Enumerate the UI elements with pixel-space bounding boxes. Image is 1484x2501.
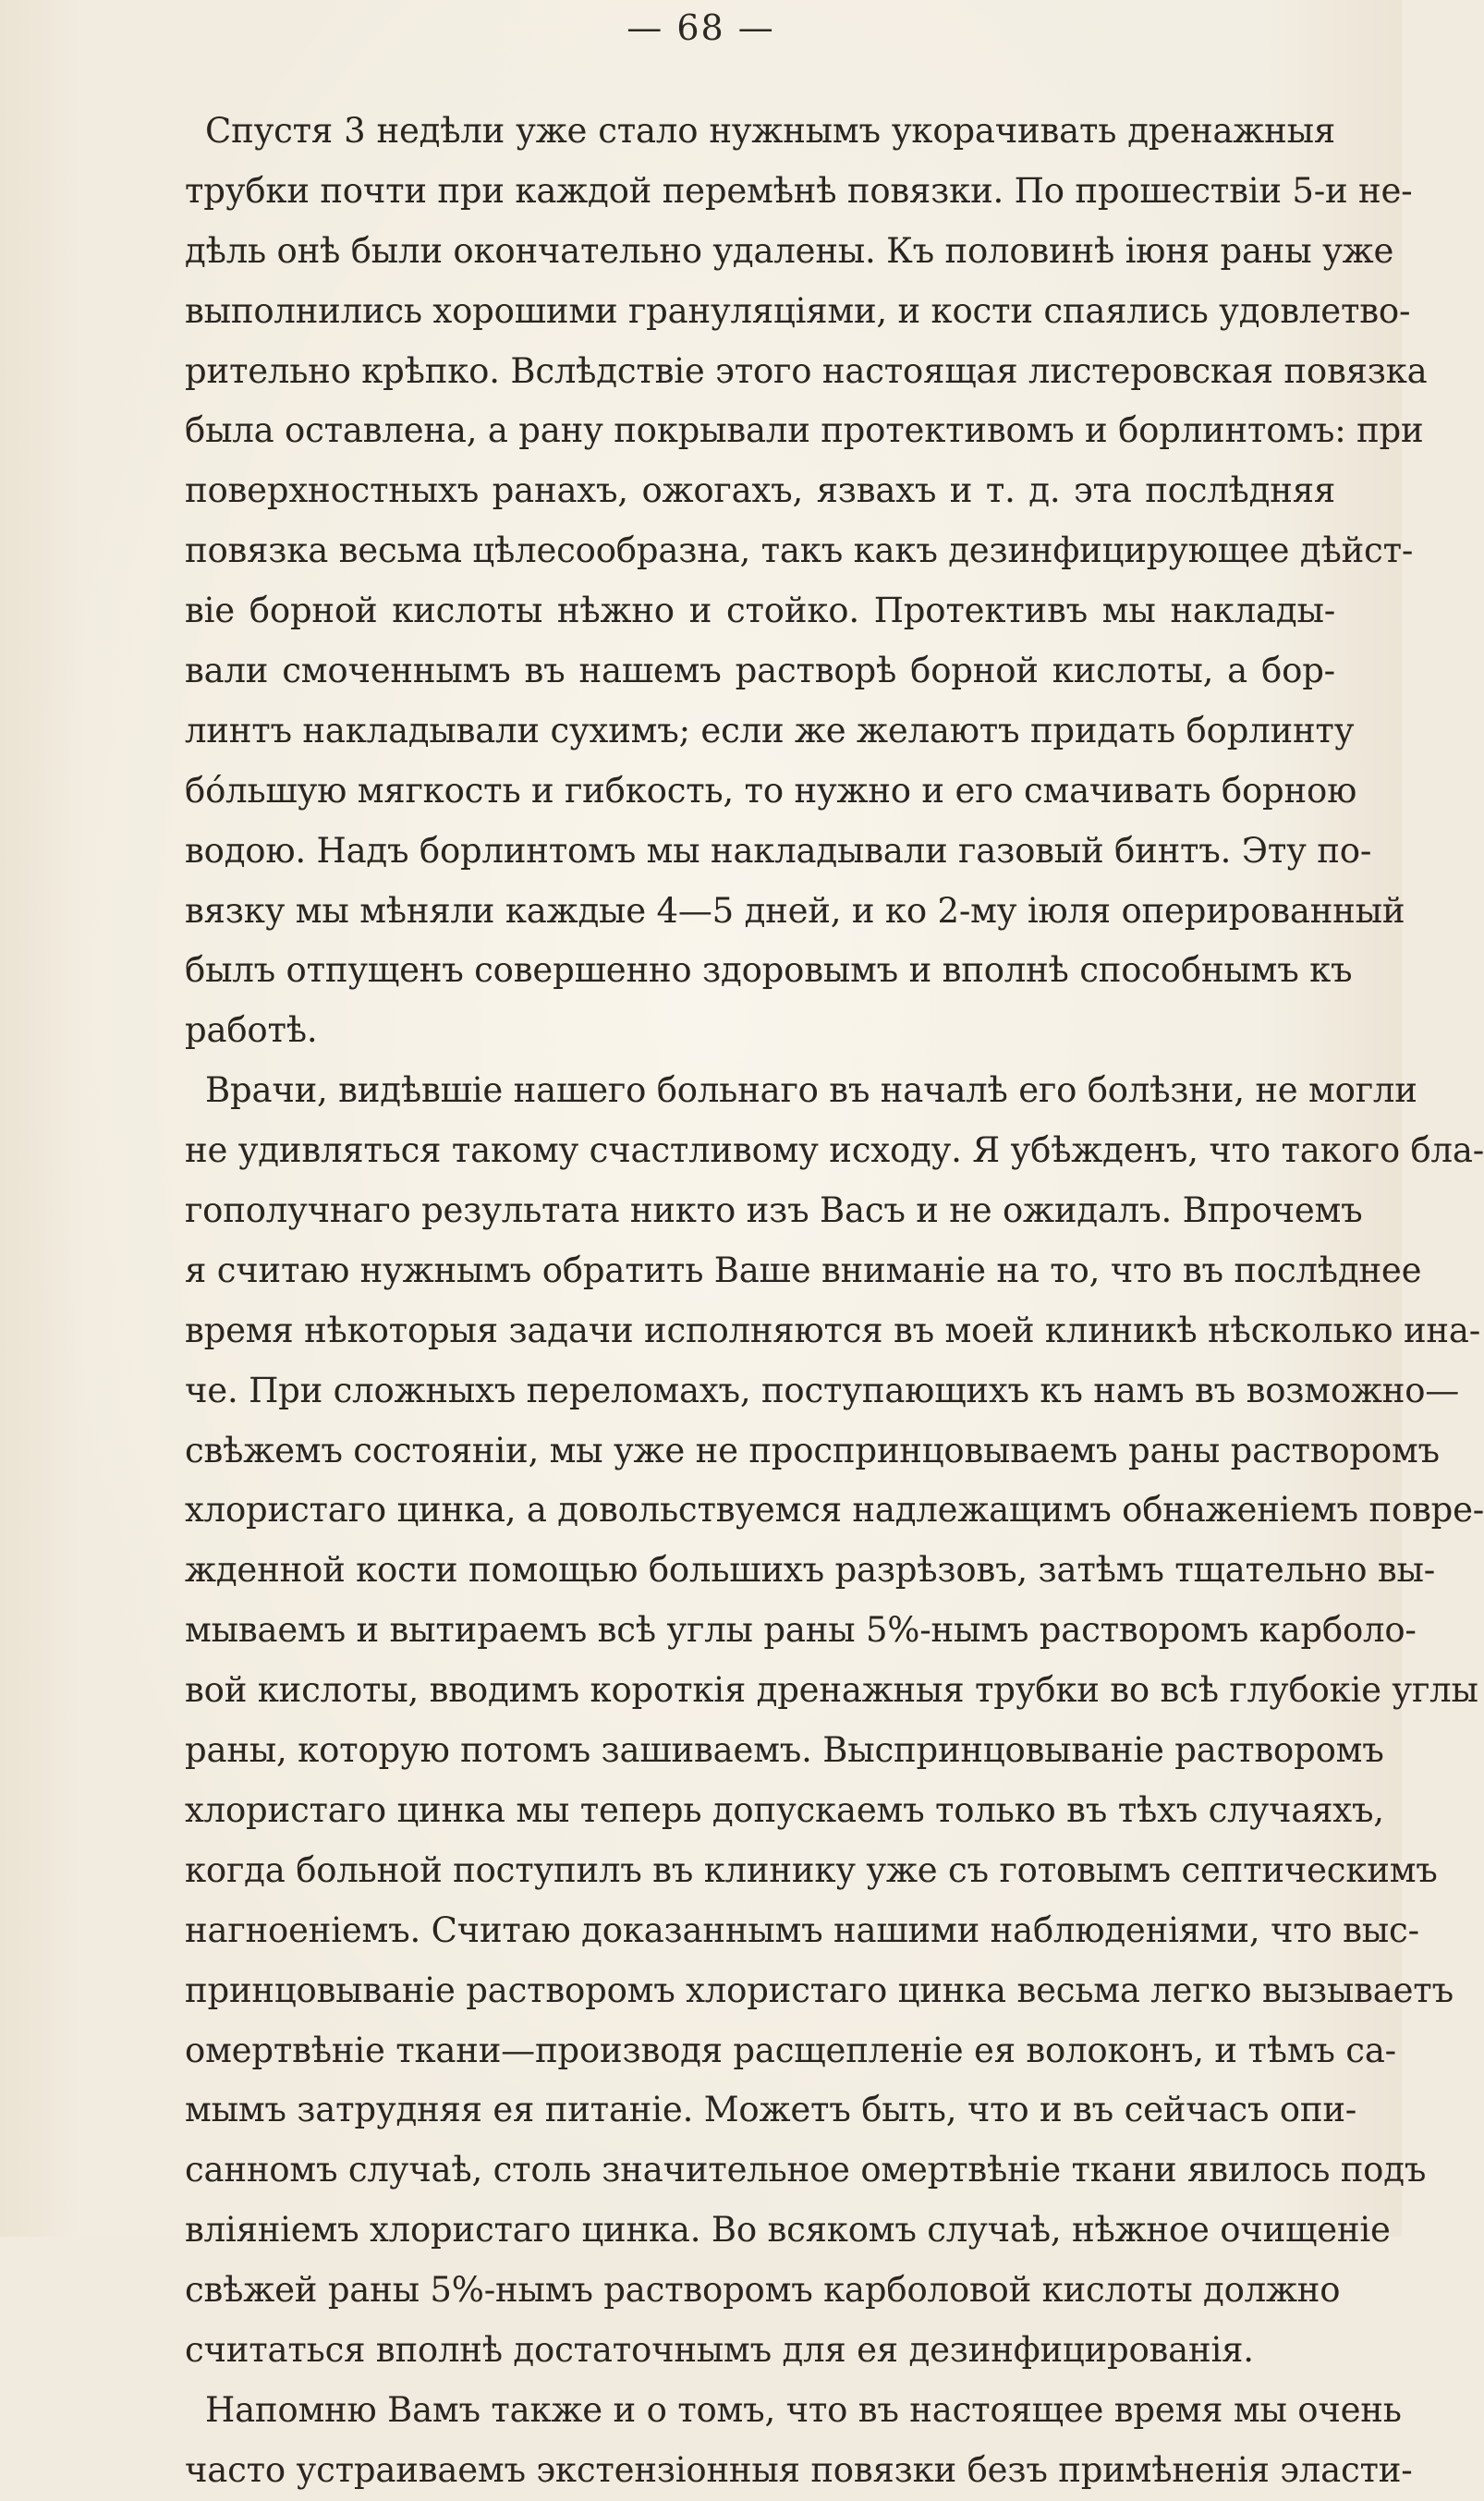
text-line: работѣ. (185, 1010, 318, 1051)
text-line: віе борной кислоты нѣжно и стойко. Протективъ мы наклады- (185, 591, 1335, 631)
text-line: вліяніемъ хлористаго цинка. Во всякомъ случаѣ, нѣжное очищеніе (185, 2210, 1391, 2251)
text-line: вязку мы мѣняли каждые 4—5 дней, и ко 2-му іюля оперированный (185, 890, 1405, 931)
body-text (185, 102, 1484, 2501)
text-line: Врачи, видѣвшіе нашего больнаго въ началѣ его болѣзни, не могли (205, 1070, 1417, 1111)
text-line: линтъ накладывали сухимъ; если же желаютъ придать борлинту (185, 710, 1355, 750)
text-line: когда больной поступилъ въ клинику уже съ готовымъ септическимъ (185, 1849, 1438, 1890)
text-line: считаться вполнѣ достаточнымъ для ея дезинфицированія. (185, 2329, 1254, 2370)
text-line: свѣжей раны 5%-нымъ растворомъ карболовой кислоты должно (185, 2270, 1341, 2311)
text-line: Спустя 3 недѣли уже стало нужнымъ укорачивать дренажныя (205, 111, 1335, 151)
text-line: мываемъ и вытираемъ всѣ углы раны 5%-нымъ растворомъ карболо- (185, 1610, 1417, 1651)
text-line: омертвѣніе ткани—производя расщепленіе ея волоконъ, и тѣмъ са- (185, 2030, 1396, 2070)
text-line: время нѣкоторыя задачи исполняются въ моей клиникѣ нѣсколько ина- (185, 1310, 1481, 1350)
page-number: — 68 — (626, 7, 775, 48)
text-line: вой кислоты, вводимъ короткія дренажныя трубки во всѣ глубокіе углы (185, 1670, 1478, 1711)
text-line: повязка весьма цѣлесообразна, такъ какъ дезинфицирующее дѣйст- (185, 531, 1414, 571)
text-line: хлористаго цинка, а довольствуемся надлежащимъ обнаженіемъ повре- (185, 1490, 1484, 1531)
text-line: свѣжемъ состояніи, мы уже не проспринцовываемъ раны растворомъ (185, 1430, 1440, 1470)
text-line: гополучнаго результата никто изъ Васъ и не ожидалъ. Впрочемъ (185, 1190, 1363, 1231)
text-line: мымъ затрудняя ея питаніе. Можетъ быть, что и въ сейчасъ опи- (185, 2090, 1357, 2130)
text-line: хлористаго цинка мы теперь допускаемъ только въ тѣхъ случаяхъ, (185, 1789, 1384, 1830)
text-line: я считаю нужнымъ обратить Ваше вниманіе на то, что въ послѣднее (185, 1250, 1422, 1290)
text-line: нагноеніемъ. Считаю доказаннымъ нашими наблюденіями, что выс- (185, 1909, 1419, 1950)
text-line: дѣль онѣ были окончательно удалены. Къ половинѣ іюня раны уже (185, 230, 1394, 271)
text-line: была оставлена, а рану покрывали протективомъ и борлинтомъ: при (185, 410, 1424, 451)
text-line: былъ отпущенъ совершенно здоровымъ и вполнѣ способнымъ къ (185, 950, 1353, 991)
text-line: раны, которую потомъ зашиваемъ. Выспринцовываніе растворомъ (185, 1730, 1384, 1771)
text-line: санномъ случаѣ, столь значительное омертвѣніе ткани явилось подъ (185, 2150, 1427, 2190)
text-line: трубки почти при каждой перемѣнѣ повязки. По прошествіи 5-и не- (185, 170, 1413, 211)
text-line: рительно крѣпко. Вслѣдствіе этого настоящая листеровская повязка (185, 350, 1428, 391)
text-line: Напомню Вамъ также и о томъ, что въ настоящее время мы очень (205, 2389, 1402, 2430)
text-line: выполнились хорошими грануляціями, и кости спаялись удовлетво- (185, 290, 1411, 331)
text-line: че. При сложныхъ переломахъ, поступающихъ къ намъ въ возможно— (185, 1370, 1460, 1410)
text-line: вали смоченнымъ въ нашемъ растворѣ борной кислоты, а бор- (185, 651, 1335, 691)
text-line: поверхностныхъ ранахъ, ожогахъ, язвахъ и т. д. эта послѣдняя (185, 470, 1335, 511)
text-line: водою. Надъ борлинтомъ мы накладывали газовый бинтъ. Эту по- (185, 830, 1372, 871)
text-line: жденной кости помощью большихъ разрѣзовъ, затѣмъ тщательно вы- (185, 1550, 1436, 1591)
text-line: не удивляться такому счастливому исходу. Я убѣжденъ, что такого бла- (185, 1130, 1484, 1171)
text-line: принцовываніе растворомъ хлористаго цинка весьма легко вызываетъ (185, 1970, 1454, 2010)
text-line: бо́льшую мягкость и гибкость, то нужно и его смачивать борною (185, 770, 1357, 811)
text-line: часто устраиваемъ экстензіонныя повязки безъ примѣненія эласти- (185, 2449, 1413, 2490)
